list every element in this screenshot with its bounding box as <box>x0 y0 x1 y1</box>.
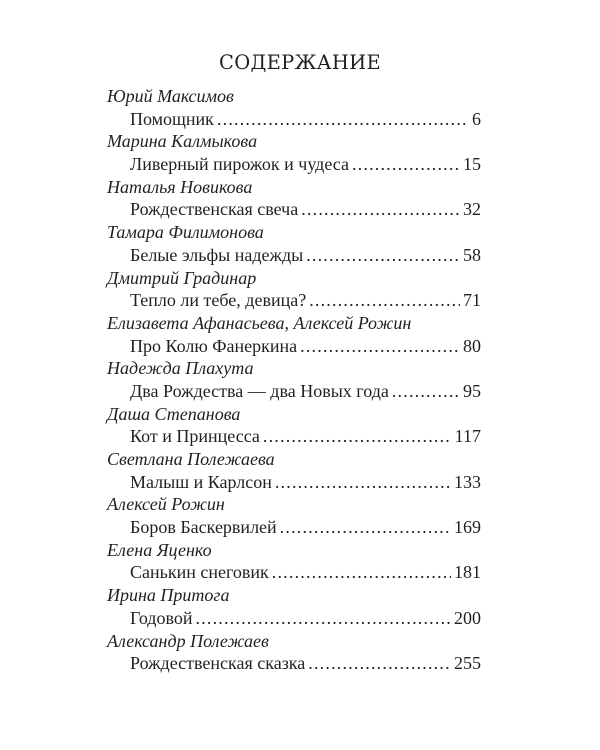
toc-page-number: 71 <box>463 290 481 311</box>
toc-page-number: 255 <box>454 653 481 674</box>
toc-page-number: 32 <box>463 199 481 220</box>
toc-author: Дмитрий Градинар <box>107 267 257 288</box>
toc-title: Боров Баскервилей <box>130 517 277 538</box>
toc-line[interactable] <box>130 198 481 221</box>
toc-line[interactable] <box>130 380 481 403</box>
toc-line[interactable] <box>130 607 481 630</box>
toc-entry <box>107 584 481 629</box>
toc-author: Александр Полежаев <box>107 630 269 651</box>
toc-entry <box>107 267 481 312</box>
dot-leader <box>301 198 460 221</box>
toc-title: Помощник <box>130 108 214 129</box>
dot-leader <box>272 561 451 584</box>
toc-line[interactable] <box>130 561 481 584</box>
toc-title: Рождественская сказка <box>130 653 306 674</box>
toc-entry <box>107 312 481 357</box>
toc-title: Малыш и Карлсон <box>130 471 272 492</box>
toc-title: Рождественская свеча <box>130 199 299 220</box>
dot-leader <box>300 335 460 358</box>
toc-page-number: 15 <box>463 154 481 175</box>
toc-page-number: 181 <box>454 562 481 583</box>
toc-author: Юрий Максимов <box>107 86 234 106</box>
toc-page-number: 6 <box>472 108 481 129</box>
toc-line[interactable] <box>130 153 481 176</box>
toc-entry <box>107 630 481 675</box>
toc-title: Белые эльфы надежды <box>130 244 304 265</box>
toc-entry <box>107 448 481 493</box>
toc-line[interactable] <box>130 335 481 358</box>
toc-entry <box>107 357 481 402</box>
toc-title: Два Рождества — два Новых года <box>130 380 389 401</box>
dot-leader <box>306 244 460 267</box>
toc-page-number: 95 <box>463 380 481 401</box>
toc-author: Ирина Притога <box>107 585 230 606</box>
dot-leader <box>275 471 451 494</box>
toc-line[interactable] <box>130 471 481 494</box>
toc-author: Даша Степанова <box>107 403 241 424</box>
toc-line[interactable] <box>130 108 481 131</box>
toc-entry <box>107 539 481 584</box>
toc-title: Санькин снеговик <box>130 562 269 583</box>
dot-leader <box>352 153 460 176</box>
toc-author: Наталья Новикова <box>107 176 253 197</box>
toc-entry <box>107 493 481 538</box>
toc-author: Елизавета Афанасьева, Алексей Рожин <box>107 312 412 333</box>
toc-line[interactable] <box>130 516 481 539</box>
toc-page-number: 58 <box>463 244 481 265</box>
toc-line[interactable] <box>130 425 481 448</box>
toc-line[interactable] <box>130 289 481 312</box>
toc-author: Алексей Рожин <box>107 494 225 515</box>
toc-author: Елена Яценко <box>107 539 212 560</box>
toc-line[interactable] <box>130 652 481 675</box>
toc-author: Тамара Филимонова <box>107 222 264 243</box>
toc-page-number: 200 <box>454 607 481 628</box>
dot-leader <box>308 652 451 675</box>
toc-page-number: 169 <box>454 517 481 538</box>
toc-entry <box>107 403 481 448</box>
toc-title: Кот и Принцесса <box>130 426 260 447</box>
page-title: СОДЕРЖАНИЕ <box>218 51 382 74</box>
toc-page-number: 133 <box>454 471 481 492</box>
toc-line[interactable] <box>130 244 481 267</box>
toc-title: Ливерный пирожок и чудеса <box>130 154 349 175</box>
dot-leader <box>263 425 452 448</box>
toc-title: Про Колю Фанеркина <box>130 335 298 356</box>
dot-leader <box>280 516 451 539</box>
dot-leader <box>195 607 451 630</box>
toc-entry <box>107 221 481 266</box>
toc-entry <box>107 176 481 221</box>
toc-page-number: 117 <box>454 426 481 447</box>
toc-author: Надежда Плахута <box>107 358 254 379</box>
dot-leader <box>309 289 460 312</box>
toc-title: Годовой <box>130 607 193 628</box>
toc-entry <box>107 85 481 130</box>
toc-author: Марина Калмыкова <box>107 131 258 152</box>
table-of-contents <box>107 85 481 675</box>
toc-entry <box>107 130 481 175</box>
toc-author: Светлана Полежаева <box>107 449 275 469</box>
dot-leader <box>217 108 469 131</box>
dot-leader <box>392 380 460 403</box>
toc-page-number: 80 <box>463 335 481 356</box>
toc-title: Тепло ли тебе, девица? <box>130 290 307 311</box>
